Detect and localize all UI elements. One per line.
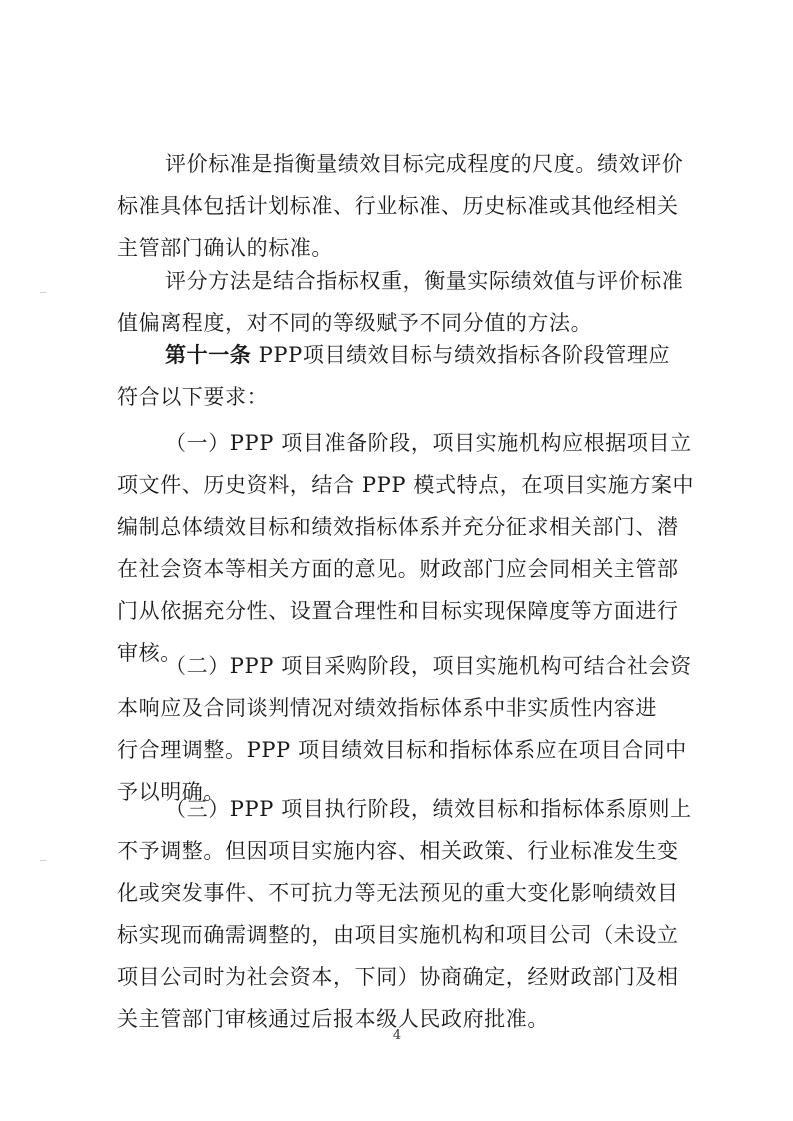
scan-mark: [40, 292, 46, 293]
text-line: 不予调整。但因项目实施内容、相关政策、行业标准发生变: [117, 839, 679, 863]
paragraph-scoring-method: [117, 260, 684, 344]
paragraph-evaluation-standard: [117, 143, 684, 269]
article-text: PPP项目绩效目标与绩效指标各阶段管理应: [251, 343, 671, 367]
text-line: 标实现而确需调整的，由项目实施机构和项目公司（未设立: [117, 923, 679, 947]
text-line: 关主管部门审核通过后报本级人民政府批准。: [117, 1007, 549, 1031]
text-line: 门从依据充分性、设置合理性和目标实现保障度等方面进行: [117, 599, 679, 623]
paragraph-preparation-stage: [117, 422, 695, 674]
text-line: 评分方法是结合指标权重，衡量实际绩效值与评价标准: [165, 269, 684, 293]
text-line: 值偏离程度，对不同的等级赋予不同分值的方法。: [117, 311, 593, 335]
text-line: 予以明确。: [117, 780, 225, 804]
text-line: 主管部门确认的标准。: [117, 236, 333, 260]
paragraph-article-11: [117, 334, 677, 418]
text-line: （二）PPP 项目采购阶段，项目实施机构可结合社会资: [165, 654, 692, 678]
text-line: （三）PPP 项目执行阶段，绩效目标和指标体系原则上: [165, 797, 692, 821]
text-line: 在社会资本等相关方面的意见。财政部门应会同相关主管部: [117, 557, 679, 581]
text-line: 标准具体包括计划标准、行业标准、历史标准或其他经相关: [117, 194, 679, 218]
page-number: 4: [392, 1028, 402, 1043]
text-line: 本响应及合同谈判情况对绩效指标体系中非实质性内容进: [117, 696, 657, 720]
article-heading: 第十一条: [165, 342, 252, 367]
text-line: 编制总体绩效目标和绩效指标体系并充分征求相关部门、潜: [117, 515, 679, 539]
text-line: 行合理调整。PPP 项目绩效目标和指标体系应在项目合同中: [117, 738, 687, 762]
text-line: 评价标准是指衡量绩效目标完成程度的尺度。绩效评价: [165, 152, 684, 176]
text-line: 项文件、历史资料，结合 PPP 模式特点，在项目实施方案中: [117, 473, 695, 497]
paragraph-execution-stage: [117, 788, 692, 1040]
text-line: 符合以下要求：: [117, 385, 269, 409]
scan-mark: [40, 860, 46, 861]
text-line: [117, 334, 677, 376]
text-line: （一）PPP 项目准备阶段，项目实施机构应根据项目立: [165, 431, 692, 455]
text-line: 化或突发事件、不可抗力等无法预见的重大变化影响绩效目: [117, 881, 679, 905]
text-line: 审核。: [117, 641, 182, 665]
text-line: 项目公司时为社会资本，下同）协商确定，经财政部门及相: [117, 965, 679, 989]
